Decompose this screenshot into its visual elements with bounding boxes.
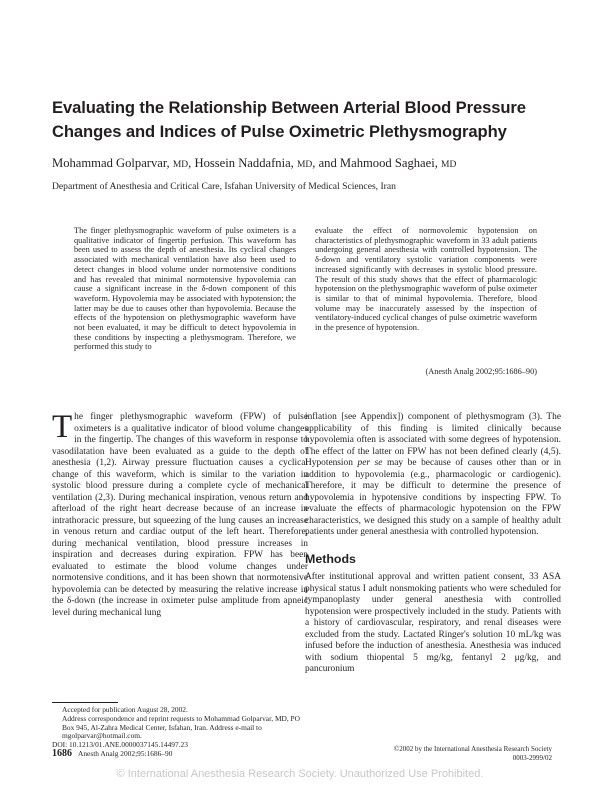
author-degree: MD xyxy=(441,160,457,170)
body-right-column xyxy=(305,412,561,676)
footnotes xyxy=(52,706,308,750)
page-footer-right xyxy=(366,745,552,762)
drop-cap: T xyxy=(52,409,73,445)
author-separator: , xyxy=(312,156,316,170)
article-title xyxy=(52,96,572,144)
page-footer-left xyxy=(52,748,172,759)
author-golparvar: Mohammad Golparvar, xyxy=(52,156,173,170)
author-list xyxy=(52,156,456,171)
footnote-rule xyxy=(52,702,118,703)
page-number: 1686 xyxy=(52,748,72,759)
abstract-left-column: The finger plethysmographic waveform of pulse oximeters is a qualitative indicator of fingertip perfusion. This waveform has been used to assess the depth of anesthesia. Its cyclical changes associated with mechanical ventilation have also been used to detect changes in blood volume under normotensive conditions and has revealed that minimal normotensive hypovolemia can cause a significant increase in the δ-down component of this waveform. Hypovolemia may be associated with hypotension; the latter may be due to causes other than hypovolemia. Because the effects of the hypotension on plethysmographic waveform have not been evaluated, it may be difficult to detect hypovolemia in these conditions by inspecting a plethysmogram. Therefore, we performed this study to xyxy=(74,226,296,352)
author-saghaei: and Mahmood Saghaei, xyxy=(318,156,442,170)
title-line-1: Evaluating the Relationship Between Arterial Blood Pressure xyxy=(52,98,526,117)
copyright-notice: ©2002 by the International Anesthesia Research Society xyxy=(393,745,552,753)
affiliation: Department of Anesthesia and Critical Care, Isfahan University of Medical Sciences, Iran xyxy=(52,181,396,192)
author-separator: , xyxy=(188,156,192,170)
title-line-2: Changes and Indices of Pulse Oximetric Plethysmography xyxy=(52,122,507,141)
journal-citation: Anesth Analg 2002;95:1686–90 xyxy=(78,749,173,758)
footnote-doi: DOI: 10.1213/01.ANE.0000037145.14497.23 xyxy=(52,740,188,750)
issn: 0003-2999/02 xyxy=(512,753,552,762)
intro-paragraph xyxy=(52,409,308,619)
author-degree: MD xyxy=(296,160,313,170)
intro-continuation-text: inflation [see Appendix]) component of plethysmogram (3). The applicability of this finding is limited clinically because hypovolemia often is associated with some degrees of hypotension. The effect of the latter on FPW has not been defined clearly (4,5). Hypotension xyxy=(305,412,561,468)
author-naddafnia: Hossein Naddafnia, xyxy=(194,156,297,170)
abstract-right-column: evaluate the effect of normovolemic hypotension on characteristics of plethysmographic waveform in 33 adult patients undergoing general anesthesia with controlled hypotension. The δ-down and ventilatory systolic variation components were increased significantly with decreases in systolic blood pressure. The result of this study shows that the effect of pharmacologic hypotension on the plethysmographic waveform of pulse oximeter is similar to that of minimal hypovolemia. Therefore, blood volume may be inaccurately assessed by the inspection of ventilatory-induced cyclical changes of pulse oximetric waveform in the presence of hypotension. xyxy=(315,226,537,333)
intro-continuation-text-2: may be because of causes other than or in addition to hypovolemia (e.g., pharmacologic or cardiogenic). Therefore, it may be difficult to determine the presence of hypovolemia in hypotensive conditions by inspecting FPW. To evaluate the effects of pharmacologic hypotension on the FPW characteristics, we designed this study on a sample of healthy adult patients under general anesthesia with controlled hypotension. xyxy=(305,458,561,537)
intro-continuation xyxy=(305,412,561,539)
watermark: © International Anesthesia Research Society. Unauthorized Use Prohibited. xyxy=(116,768,484,780)
methods-heading: Methods xyxy=(305,551,356,566)
author-degree: MD xyxy=(172,160,189,170)
abstract-citation: (Anesth Analg 2002;95:1686–90) xyxy=(425,367,537,376)
italic-term: per se xyxy=(357,458,383,468)
methods-paragraph: After institutional approval and written patient consent, 33 ASA physical status I adult nonsmoking patients who were scheduled for tympanoplasty under general anesthesia with controlled hypotension were prospectively included in the study. Patients with a history of cardiovascular, respiratory, and renal diseases were excluded from the study. Lactated Ringer's solution 10 mL/kg was infused before the induction of anesthesia. Anesthesia was induced with sodium thiopental 5 mg/kg, fentanyl 2 μg/kg, and pancuronium xyxy=(305,572,561,674)
body-left-column xyxy=(52,409,308,619)
footnote-accepted: Accepted for publication August 28, 2002. xyxy=(62,705,188,714)
footnote-address: Address correspondence and reprint requests to Mohammad Golparvar, MD, PO Box 945, Al-Zahra Medical Center, Isfahan, Iran. Address e-mail to mgolparvar@hotmail.com. xyxy=(62,713,300,741)
intro-text: he finger plethysmographic waveform (FPW) of pulse oximeters is a qualitative indicator of blood volume changes in the fingertip. The changes of this waveform in response to vasodilatation have been evaluated as a guide to the depth of anesthesia (1,2). Airway pressure fluctuation causes a cyclical change of this waveform, which is similar to the variation in systolic blood pressure during a complete cycle of mechanical ventilation (2,3). During mechanical inspiration, venous return and afterload of the right heart decrease because of an increase in intrathoracic pressure, but squeezing of the lung causes an increase in venous return and cardiac output of the left heart. Therefore, during mechanical ventilation, blood pressure increases in inspiration and decreases during expiration. FPW has been evaluated to estimate the blood volume changes under normotensive conditions, and it has been shown that normotensive hypovolemia can be detected by measuring the relative increase in the δ-down (the increase in oximeter pulse amplitude from apneic level during mechanical lung xyxy=(52,412,308,618)
